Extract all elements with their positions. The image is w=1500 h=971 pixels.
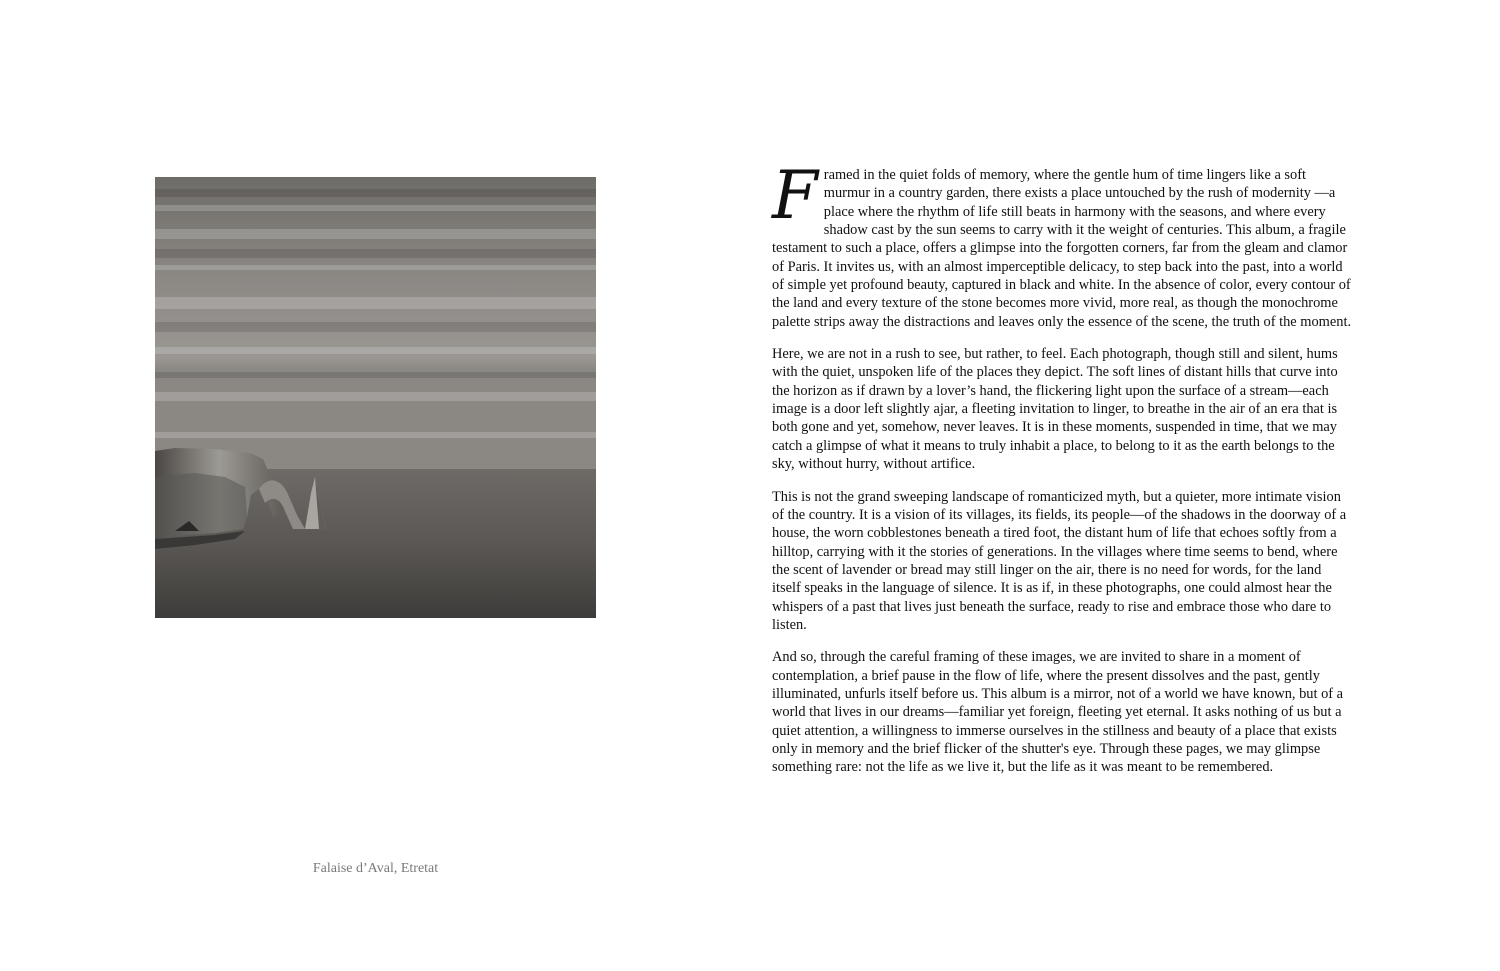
essay-paragraph-1-text: ramed in the quiet folds of memory, where the gentle hum of time lingers like a soft murmur in a country garden, there exists a place untouched by the rush of modernity —a place where the rhythm of life still beats in harmony with the seasons, and where every shadow cast by the sun seems to carry with it the weight of centuries. This album, a fragile testament to such a place, offers a glimpse into the forgotten corners, far from the gleam and clamor of Paris. It invites us, with an almost imperceptible delicacy, to step back into the past, into a world of simple yet profound beauty, captured in black and white. In the absence of color, every contour of the land and every texture of the stone becomes more vivid, more real, as though the monochrome palette strips away the distractions and leaves only the essence of the scene, the truth of the moment. bbox=[772, 167, 1352, 330]
essay-paragraph-2: Here, we are not in a rush to see, but rather, to feel. Each photograph, though still and silent, hums with the quiet, unspoken life of the places they depict. The soft lines of distant hills that curve into the horizon as if drawn by a lover’s hand, the flickering light upon the surface of a stream—each image is a door left slightly ajar, a fleeting invitation to linger, to breathe in the air of an era that is both gone and yet, somehow, never leaves. It is in these moments, suspended in time, that we may catch a glimpse of what it means to truly inhabit a place, to belong to it as the earth belongs to the sky, without hurry, without artifice. bbox=[772, 346, 1338, 473]
essay-paragraph-3: This is not the grand sweeping landscape of romanticized myth, but a quieter, more intimate vision of the country. It is a vision of its villages, its fields, its people—of the shadows in the doorway of a house, the worn cobblestones beneath a tired foot, the distant hum of life that echoes softly from a hilltop, carrying with it the stories of generations. In the villages where time seems to bend, where the scent of lavender or bread may still linger on the air, there is no need for words, for the land itself speaks in the language of silence. It is as if, in these photographs, one could almost hear the whispers of a past that lives just beneath the surface, ready to rise and embrace those who dare to listen. bbox=[772, 488, 1347, 633]
photo-caption: Falaise d’Aval, Etretat bbox=[312, 861, 439, 876]
essay-text bbox=[772, 157, 1352, 791]
essay-paragraph-1 bbox=[772, 157, 1352, 331]
drop-cap: F bbox=[772, 157, 818, 234]
etretat-cliff-photo bbox=[155, 177, 596, 618]
essay-paragraph-4: And so, through the careful framing of these images, we are invited to share in a moment of contemplation, a brief pause in the flow of life, where the present dissolves and the past, gently illuminated, unfurls itself before us. This album is a mirror, not of a world we have known, but of a world that lives in our dreams—familiar yet foreign, fleeting yet eternal. It asks nothing of us but a quiet attention, a willingness to immerse ourselves in the stillness and beauty of a place that exists only in memory and the brief flicker of the shutter's eye. Through these pages, we may glimpse something rare: not the life as we live it, but the life as it was meant to be remembered. bbox=[772, 649, 1344, 776]
